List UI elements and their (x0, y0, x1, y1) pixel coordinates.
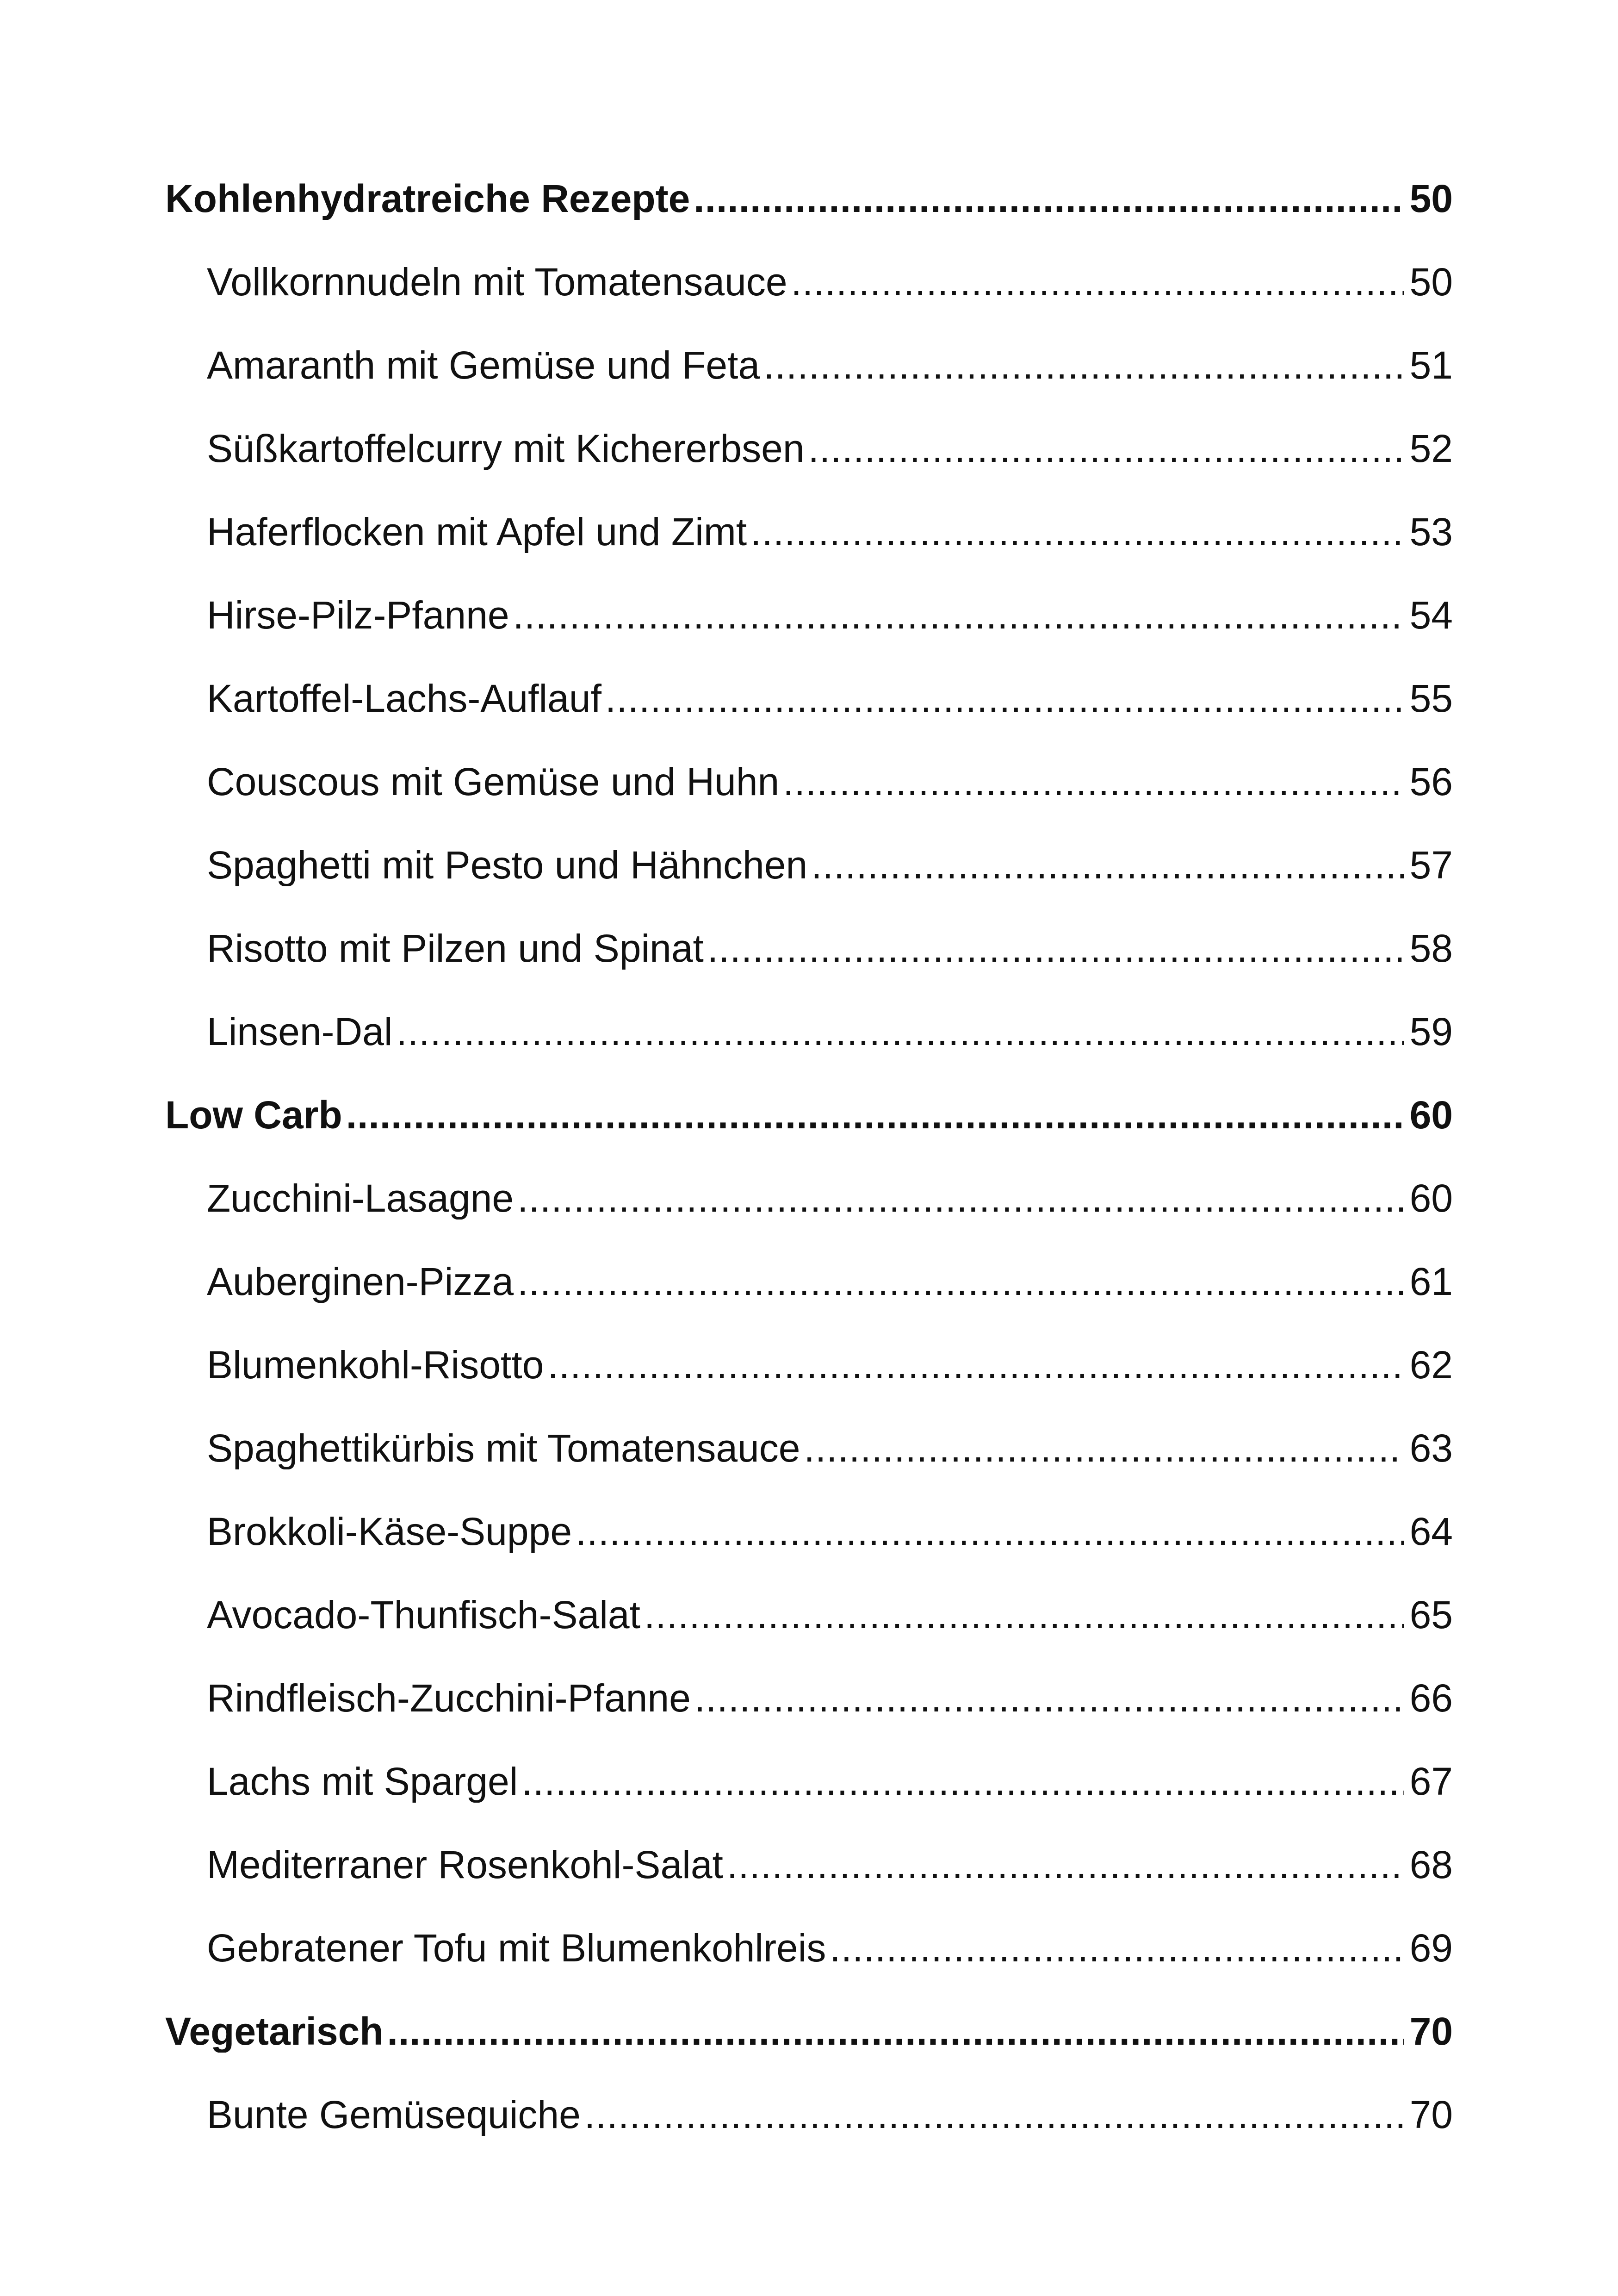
toc-entry-title: Zucchini-Lasagne (207, 1176, 514, 1220)
toc-entry-title: Brokkoli-Käse-Suppe (207, 1509, 572, 1553)
toc-leader-dots (791, 261, 1404, 303)
toc-entry (207, 664, 1453, 720)
toc-page-number: 56 (1409, 759, 1453, 803)
toc-entry-title: Lachs mit Spargel (207, 1759, 518, 1803)
toc-page-number: 57 (1409, 843, 1453, 886)
toc-leader-dots (346, 1094, 1404, 1136)
toc-entry-title: Spaghettikürbis mit Tomatensauce (207, 1426, 800, 1469)
toc-page-number: 62 (1409, 1343, 1453, 1386)
toc-leader-dots (517, 1177, 1404, 1220)
toc-leader-dots (727, 1843, 1404, 1886)
toc-entry (207, 1497, 1453, 1553)
toc-entry (207, 1914, 1453, 1969)
toc-entry-title: Hirse-Pilz-Pfanne (207, 593, 509, 636)
toc-leader-dots (707, 927, 1404, 970)
toc-entry (207, 747, 1453, 803)
toc-leader-dots (694, 177, 1404, 220)
toc-leader-dots (576, 1510, 1404, 1553)
toc-entry-title: Spaghetti mit Pesto und Hähnchen (207, 843, 808, 886)
toc-page-number: 55 (1409, 676, 1453, 720)
toc-leader-dots (804, 1427, 1404, 1469)
toc-entry-title: Couscous mit Gemüse und Huhn (207, 759, 780, 803)
toc-leader-dots (521, 1760, 1404, 1803)
toc-page-number: 65 (1409, 1593, 1453, 1636)
toc-page-number: 70 (1409, 2092, 1453, 2136)
toc-entry (207, 498, 1453, 553)
toc-entry-title: Bunte Gemüsequiche (207, 2092, 581, 2136)
toc-entry (207, 1830, 1453, 1886)
toc-chapter-title: Low Carb (165, 1093, 342, 1136)
toc-page-number: 52 (1409, 426, 1453, 470)
toc-entry (207, 1747, 1453, 1803)
toc-page-number: 50 (1409, 176, 1453, 220)
toc-page-number: 66 (1409, 1676, 1453, 1719)
toc-entry (207, 2080, 1453, 2136)
toc-entry-title: Avocado-Thunfisch-Salat (207, 1593, 640, 1636)
toc-page-number: 70 (1409, 2009, 1453, 2053)
toc-entry (207, 331, 1453, 386)
toc-page-number: 60 (1409, 1176, 1453, 1220)
toc-entry-title: Auberginen-Pizza (207, 1259, 514, 1303)
toc-entry-title: Kartoffel-Lachs-Auflauf (207, 676, 601, 720)
toc-leader-dots (584, 2093, 1404, 2136)
toc-page-number: 58 (1409, 926, 1453, 970)
toc-leader-dots (644, 1593, 1404, 1636)
toc-entry (207, 581, 1453, 636)
toc-chapter-kohlenhydratreiche-rezepte (165, 164, 1453, 220)
toc-page-number: 64 (1409, 1509, 1453, 1553)
toc-entry-title: Risotto mit Pilzen und Spinat (207, 926, 704, 970)
toc-leader-dots (605, 677, 1404, 720)
toc-page-number: 61 (1409, 1259, 1453, 1303)
toc-entry-title: Vollkornnudeln mit Tomatensauce (207, 260, 787, 303)
toc-entry (207, 831, 1453, 886)
toc-entry (207, 414, 1453, 470)
toc-leader-dots (547, 1344, 1404, 1386)
toc-page-number: 68 (1409, 1842, 1453, 1886)
toc-entry (207, 1580, 1453, 1636)
toc-entry-title: Mediterraner Rosenkohl-Salat (207, 1842, 723, 1886)
toc-entry (207, 1414, 1453, 1469)
toc-page-number: 59 (1409, 1009, 1453, 1053)
toc-entry-title: Gebratener Tofu mit Blumenkohlreis (207, 1926, 826, 1969)
toc-leader-dots (830, 1927, 1404, 1969)
toc-chapter-low-carb (165, 1081, 1453, 1136)
toc-entry (207, 997, 1453, 1053)
toc-page-number: 69 (1409, 1926, 1453, 1969)
toc-leader-dots (783, 760, 1404, 803)
toc-page-number: 60 (1409, 1093, 1453, 1136)
toc-page-number: 50 (1409, 260, 1453, 303)
toc-entry-title: Haferflocken mit Apfel und Zimt (207, 510, 747, 553)
toc-leader-dots (387, 2010, 1404, 2053)
toc-leader-dots (750, 510, 1404, 553)
toc-entry-title: Rindfleisch-Zucchini-Pfanne (207, 1676, 691, 1719)
toc-entry (207, 1164, 1453, 1220)
toc-page-number: 63 (1409, 1426, 1453, 1469)
toc-entry (207, 1331, 1453, 1386)
toc-entry (207, 1247, 1453, 1303)
toc-chapter-title: Kohlenhydratreiche Rezepte (165, 176, 690, 220)
toc-leader-dots (694, 1677, 1404, 1719)
toc-entry-title: Linsen-Dal (207, 1009, 393, 1053)
toc-entry (207, 1664, 1453, 1719)
toc-page-number: 53 (1409, 510, 1453, 553)
toc-page-number: 67 (1409, 1759, 1453, 1803)
toc-leader-dots (811, 844, 1404, 886)
toc-leader-dots (808, 427, 1404, 470)
toc-page-number: 54 (1409, 593, 1453, 636)
toc-leader-dots (513, 594, 1404, 636)
toc-entry-title: Süßkartoffelcurry mit Kichererbsen (207, 426, 805, 470)
toc-leader-dots (397, 1010, 1404, 1053)
toc-chapter-vegetarisch (165, 1997, 1453, 2053)
toc-entry (207, 914, 1453, 970)
toc-entry (207, 248, 1453, 303)
toc-page-number: 51 (1409, 343, 1453, 386)
toc-leader-dots (763, 344, 1404, 386)
toc-entry-title: Blumenkohl-Risotto (207, 1343, 544, 1386)
toc-leader-dots (517, 1260, 1404, 1303)
toc-entry-title: Amaranth mit Gemüse und Feta (207, 343, 760, 386)
toc-chapter-title: Vegetarisch (165, 2009, 384, 2053)
